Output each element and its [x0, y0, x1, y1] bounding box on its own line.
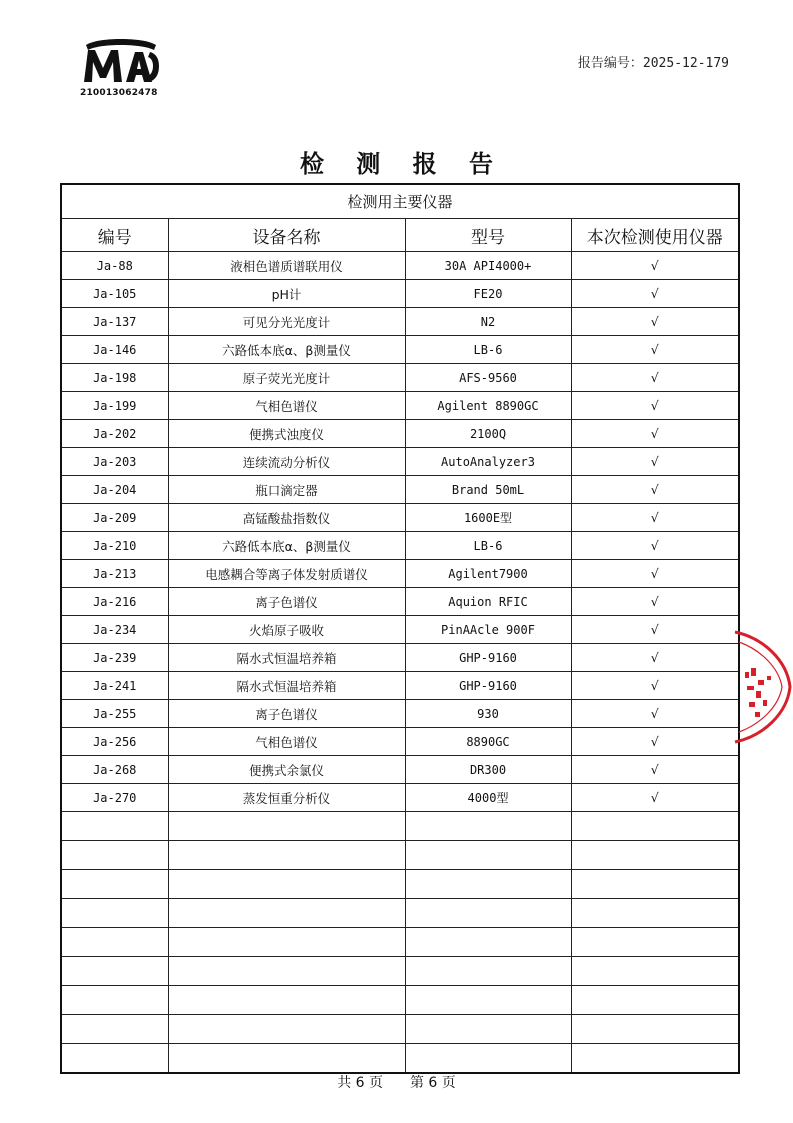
empty-cell [168, 928, 405, 957]
table-row [61, 476, 739, 504]
instrument-code: Ja-137 [61, 308, 168, 336]
report-number [578, 52, 729, 71]
empty-cell [405, 1044, 571, 1074]
instrument-name: 六路低本底α、β测量仪 [168, 532, 405, 560]
empty-cell [405, 899, 571, 928]
empty-table-row [61, 986, 739, 1015]
table-caption: 检测用主要仪器 [61, 184, 739, 219]
instrument-code: Ja-239 [61, 644, 168, 672]
instrument-code: Ja-268 [61, 756, 168, 784]
instrument-model: GHP-9160 [405, 644, 571, 672]
instrument-name: 便携式余氯仪 [168, 756, 405, 784]
column-header-used: 本次检测使用仪器 [571, 219, 739, 252]
instrument-model: Agilent7900 [405, 560, 571, 588]
table-row [61, 420, 739, 448]
empty-table-row [61, 841, 739, 870]
instrument-model: AFS-9560 [405, 364, 571, 392]
table-header-row [61, 219, 739, 252]
instrument-code: Ja-146 [61, 336, 168, 364]
table-row [61, 532, 739, 560]
instrument-used-check: √ [571, 700, 739, 728]
empty-cell [61, 1044, 168, 1074]
instrument-used-check: √ [571, 252, 739, 280]
instrument-code: Ja-198 [61, 364, 168, 392]
instrument-code: Ja-209 [61, 504, 168, 532]
instrument-model: 4000型 [405, 784, 571, 812]
empty-cell [168, 870, 405, 899]
seal-stamp-icon [733, 628, 793, 746]
instrument-used-check: √ [571, 532, 739, 560]
instrument-name: 高锰酸盐指数仪 [168, 504, 405, 532]
instrument-model: GHP-9160 [405, 672, 571, 700]
empty-table-row [61, 928, 739, 957]
instrument-used-check: √ [571, 336, 739, 364]
report-number-value: 2025-12-179 [642, 56, 729, 71]
total-pages: 共 6 页 [337, 1075, 384, 1091]
instrument-name: 可见分光光度计 [168, 308, 405, 336]
column-header-model: 型号 [405, 219, 571, 252]
report-number-label: 报告编号： [577, 56, 643, 71]
page-title: 检 测 报 告 [299, 149, 506, 178]
empty-cell [61, 1015, 168, 1044]
table-row [61, 560, 739, 588]
table-caption-row [61, 184, 739, 219]
empty-cell [168, 841, 405, 870]
instrument-code: Ja-105 [61, 280, 168, 308]
instrument-model: AutoAnalyzer3 [405, 448, 571, 476]
cma-logo [80, 38, 162, 100]
instrument-name: 六路低本底α、β测量仪 [168, 336, 405, 364]
instrument-used-check: √ [571, 784, 739, 812]
empty-cell [61, 870, 168, 899]
table-row [61, 364, 739, 392]
instrument-used-check: √ [571, 280, 739, 308]
table-row [61, 728, 739, 756]
instrument-model: 30A API4000+ [405, 252, 571, 280]
empty-table-row [61, 812, 739, 841]
empty-table-row [61, 1044, 739, 1074]
empty-table-row [61, 870, 739, 899]
table-row [61, 616, 739, 644]
instrument-name: 离子色谱仪 [168, 588, 405, 616]
instrument-name: 蒸发恒重分析仪 [168, 784, 405, 812]
instrument-used-check: √ [571, 756, 739, 784]
cma-cert-number: 210013062478 [80, 88, 158, 98]
table-row [61, 588, 739, 616]
instrument-table [60, 183, 740, 1074]
instrument-name: 原子荧光光度计 [168, 364, 405, 392]
instrument-name: 隔水式恒温培养箱 [168, 644, 405, 672]
current-page: 第 6 页 [409, 1075, 456, 1091]
instrument-code: Ja-216 [61, 588, 168, 616]
empty-cell [571, 899, 739, 928]
empty-cell [571, 1044, 739, 1074]
instrument-model: 1600E型 [405, 504, 571, 532]
column-header-code: 编号 [61, 219, 168, 252]
empty-cell [168, 986, 405, 1015]
instrument-model: LB-6 [405, 336, 571, 364]
table-row [61, 644, 739, 672]
table-row [61, 504, 739, 532]
instrument-name: 便携式浊度仪 [168, 420, 405, 448]
instrument-model: Brand 50mL [405, 476, 571, 504]
instrument-model: DR300 [405, 756, 571, 784]
instrument-code: Ja-203 [61, 448, 168, 476]
empty-cell [168, 899, 405, 928]
instrument-model: N2 [405, 308, 571, 336]
empty-cell [61, 812, 168, 841]
instrument-model: 8890GC [405, 728, 571, 756]
empty-cell [61, 928, 168, 957]
table-row [61, 700, 739, 728]
instrument-used-check: √ [571, 672, 739, 700]
cma-mark-icon [80, 38, 162, 88]
empty-cell [571, 957, 739, 986]
instrument-code: Ja-255 [61, 700, 168, 728]
instrument-code: Ja-199 [61, 392, 168, 420]
empty-cell [405, 957, 571, 986]
instrument-name: 连续流动分析仪 [168, 448, 405, 476]
empty-cell [168, 957, 405, 986]
instrument-name: 气相色谱仪 [168, 728, 405, 756]
table-row [61, 280, 739, 308]
empty-cell [61, 957, 168, 986]
empty-cell [571, 928, 739, 957]
instrument-used-check: √ [571, 364, 739, 392]
instrument-code: Ja-202 [61, 420, 168, 448]
empty-cell [571, 841, 739, 870]
empty-table-row [61, 1015, 739, 1044]
instrument-model: LB-6 [405, 532, 571, 560]
table-row [61, 672, 739, 700]
instrument-used-check: √ [571, 616, 739, 644]
instrument-used-check: √ [571, 448, 739, 476]
empty-cell [405, 928, 571, 957]
table-row [61, 308, 739, 336]
instrument-used-check: √ [571, 728, 739, 756]
empty-cell [61, 986, 168, 1015]
instrument-name: 气相色谱仪 [168, 392, 405, 420]
instrument-model: FE20 [405, 280, 571, 308]
instrument-model: Agilent 8890GC [405, 392, 571, 420]
instrument-code: Ja-204 [61, 476, 168, 504]
empty-cell [405, 1015, 571, 1044]
empty-cell [61, 841, 168, 870]
instrument-code: Ja-256 [61, 728, 168, 756]
instrument-name: 火焰原子吸收 [168, 616, 405, 644]
instrument-code: Ja-270 [61, 784, 168, 812]
table-row [61, 252, 739, 280]
instrument-used-check: √ [571, 476, 739, 504]
instrument-name: 电感耦合等离子体发射质谱仪 [168, 560, 405, 588]
empty-table-row [61, 899, 739, 928]
empty-cell [571, 812, 739, 841]
empty-cell [168, 1015, 405, 1044]
instrument-name: 隔水式恒温培养箱 [168, 672, 405, 700]
instrument-name: pH计 [168, 280, 405, 308]
empty-cell [168, 812, 405, 841]
instrument-name: 液相色谱质谱联用仪 [168, 252, 405, 280]
instrument-used-check: √ [571, 560, 739, 588]
instrument-model: 930 [405, 700, 571, 728]
table-row [61, 448, 739, 476]
empty-cell [405, 986, 571, 1015]
red-seal-stamp [733, 628, 793, 746]
instrument-code: Ja-88 [61, 252, 168, 280]
empty-cell [405, 812, 571, 841]
table-row [61, 756, 739, 784]
instrument-code: Ja-213 [61, 560, 168, 588]
table-row [61, 392, 739, 420]
empty-cell [168, 1044, 405, 1074]
instrument-used-check: √ [571, 504, 739, 532]
table-row [61, 784, 739, 812]
instrument-used-check: √ [571, 588, 739, 616]
table-row [61, 336, 739, 364]
instrument-model: 2100Q [405, 420, 571, 448]
instrument-name: 瓶口滴定器 [168, 476, 405, 504]
empty-cell [571, 870, 739, 899]
instrument-used-check: √ [571, 420, 739, 448]
empty-cell [571, 1015, 739, 1044]
column-header-name: 设备名称 [168, 219, 405, 252]
instrument-model: PinAAcle 900F [405, 616, 571, 644]
instrument-used-check: √ [571, 308, 739, 336]
instrument-used-check: √ [571, 392, 739, 420]
empty-cell [571, 986, 739, 1015]
instrument-code: Ja-234 [61, 616, 168, 644]
instrument-code: Ja-210 [61, 532, 168, 560]
page-footer [0, 1072, 793, 1092]
empty-cell [405, 870, 571, 899]
instrument-name: 离子色谱仪 [168, 700, 405, 728]
empty-cell [405, 841, 571, 870]
instrument-model: Aquion RFIC [405, 588, 571, 616]
empty-cell [61, 899, 168, 928]
empty-table-row [61, 957, 739, 986]
instrument-code: Ja-241 [61, 672, 168, 700]
instrument-used-check: √ [571, 644, 739, 672]
